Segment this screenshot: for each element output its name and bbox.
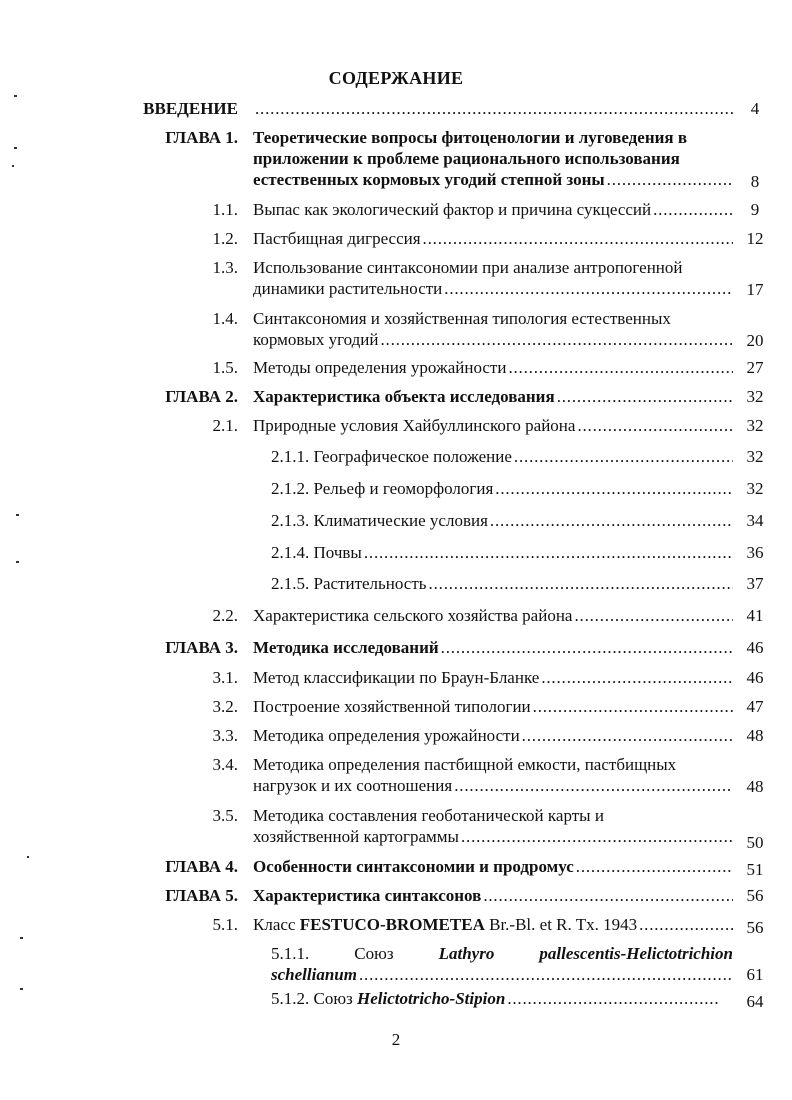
toc-section-number: 3.2.: [212, 697, 238, 716]
toc-section-number: 1.5.: [212, 358, 238, 377]
toc-page-number: 48: [746, 726, 764, 745]
toc-page-number: 46: [746, 668, 764, 687]
toc-entry-title: Метод классификации по Браун-Бланке: [253, 668, 540, 687]
toc-entry-title: Характеристика объекта исследования: [253, 387, 555, 406]
scan-speck: [20, 937, 23, 939]
toc-page-number: 47: [746, 697, 764, 716]
toc-entry-title: 2.1.5. Растительность: [271, 574, 427, 593]
toc-section-number: 1.3.: [212, 258, 238, 277]
toc-page-number: 64: [746, 992, 764, 1011]
toc-section-number: 1.4.: [212, 309, 238, 328]
toc-page-number: 4: [750, 99, 760, 118]
toc-page-number: 46: [746, 638, 764, 657]
toc-page-number: 8: [750, 172, 760, 191]
toc-entry-title: Теоретические вопросы фитоценологии и луговедения в: [253, 128, 688, 147]
scan-speck: [27, 856, 29, 858]
toc-entry-title: хозяйственной картограммы: [253, 827, 459, 846]
toc-chapter-number: ГЛАВА 3.: [165, 638, 238, 657]
toc-section-number: 3.4.: [212, 755, 238, 774]
toc-chapter-number: ГЛАВА 5.: [165, 886, 238, 905]
toc-title: СОДЕРЖАНИЕ: [328, 68, 464, 88]
toc-entry-title: динамики растительности: [253, 279, 443, 298]
toc-section-number: 2.1.: [212, 416, 238, 435]
scan-speck: [16, 561, 19, 563]
toc-page-number: 32: [746, 416, 764, 435]
toc-entry-title-taxon: pallescentis-Helictotrichion: [539, 944, 733, 963]
toc-page-number: 48: [746, 777, 764, 796]
toc-entry-title: Особенности синтаксономии и продромус: [253, 857, 574, 876]
toc-entry-title: Методика исследований: [253, 638, 439, 657]
toc-chapter-number: ГЛАВА 1.: [165, 128, 238, 147]
toc-entry-title: Синтаксономия и хозяйственная типология естественных: [253, 309, 671, 328]
toc-page-number: 12: [746, 229, 764, 248]
scan-speck: [16, 514, 19, 516]
toc-page-number: 56: [746, 918, 764, 937]
toc-entry-title: Методика составления геоботанической карты и: [253, 806, 604, 825]
scan-speck: [12, 165, 14, 167]
page-number: 2: [391, 1030, 401, 1049]
toc-entry-title: Союз: [354, 944, 394, 963]
toc-page-number: 56: [746, 886, 764, 905]
scan-speck: [14, 147, 17, 149]
toc-entry-title: 2.1.4. Почвы: [271, 543, 362, 562]
toc-entry-title: Методика определения пастбищной емкости, пастбищных: [253, 755, 677, 774]
toc-page-number: 51: [746, 860, 764, 879]
toc-entry-title: Использование синтаксономии при анализе антропогенной: [253, 258, 683, 277]
toc-page-number: 61: [746, 965, 764, 984]
toc-entry-title: Методика определения урожайности: [253, 726, 520, 745]
toc-entry-title: приложении к проблеме рационального использования: [253, 149, 680, 168]
toc-entry-title-taxon: Helictotricho-Stipion: [357, 989, 506, 1008]
toc-entry-title: Класс: [253, 915, 300, 934]
toc-entry-title: кормовых угодий: [253, 330, 379, 349]
toc-entry-title-taxon: Lathyro: [438, 944, 495, 963]
toc-entry-title-taxon: schellianum: [271, 965, 357, 984]
toc-entry-label: ВВЕДЕНИЕ: [143, 99, 238, 118]
toc-entry-title: Выпас как экологический фактор и причина сукцессий: [253, 200, 652, 219]
toc-section-number: 2.2.: [212, 606, 238, 625]
toc-entry-title: 5.1.2. Союз: [271, 989, 358, 1008]
toc-page-number: 9: [750, 200, 760, 219]
toc-page-number: 50: [746, 833, 764, 852]
toc-section-number: 3.1.: [212, 668, 238, 687]
toc-page-number: 34: [746, 511, 764, 530]
toc-page-number: 37: [746, 574, 764, 593]
toc-page-number: 17: [746, 280, 764, 299]
toc-section-number: 5.1.1.: [271, 944, 310, 963]
toc-chapter-number: ГЛАВА 4.: [165, 857, 238, 876]
toc-entry-title-author: Br.-Bl. et R. Tx. 1943: [484, 915, 638, 934]
toc-entry-title: Пастбищная дигрессия: [253, 229, 421, 248]
toc-entry-title-taxon: FESTUCO-BROMETEA: [299, 915, 485, 934]
toc-entry-title: 2.1.3. Климатические условия: [271, 511, 488, 530]
toc-entry-title: нагрузок и их соотношения: [253, 776, 453, 795]
toc-page-number: 41: [746, 606, 764, 625]
toc-entry-title: естественных кормовых угодий степной зоны: [253, 170, 605, 189]
toc-page-number: 32: [746, 387, 764, 406]
toc-page-number: 20: [746, 331, 764, 350]
toc-page-number: 32: [746, 479, 764, 498]
toc-entry-title: 2.1.2. Рельеф и геоморфология: [271, 479, 494, 498]
toc-section-number: 1.1.: [212, 200, 238, 219]
toc-entry-title: Построение хозяйственной типологии: [253, 697, 531, 716]
scan-speck: [14, 95, 17, 97]
toc-section-number: 5.1.: [212, 915, 238, 934]
toc-entry-title: Методы определения урожайности: [253, 358, 507, 377]
toc-section-number: 3.3.: [212, 726, 238, 745]
toc-section-number: 3.5.: [212, 806, 238, 825]
toc-page-number: 36: [746, 543, 764, 562]
toc-entry-title: 2.1.1. Географическое положение: [271, 447, 512, 466]
toc-page-number: 27: [746, 358, 764, 377]
toc-entry-title: Характеристика синтаксонов: [253, 886, 482, 905]
toc-section-number: 1.2.: [212, 229, 238, 248]
toc-entry-title: Природные условия Хайбуллинского района: [253, 416, 576, 435]
toc-entry-title: Характеристика сельского хозяйства района: [253, 606, 573, 625]
toc-chapter-number: ГЛАВА 2.: [165, 387, 238, 406]
scan-speck: [20, 988, 23, 990]
toc-page-number: 32: [746, 447, 764, 466]
